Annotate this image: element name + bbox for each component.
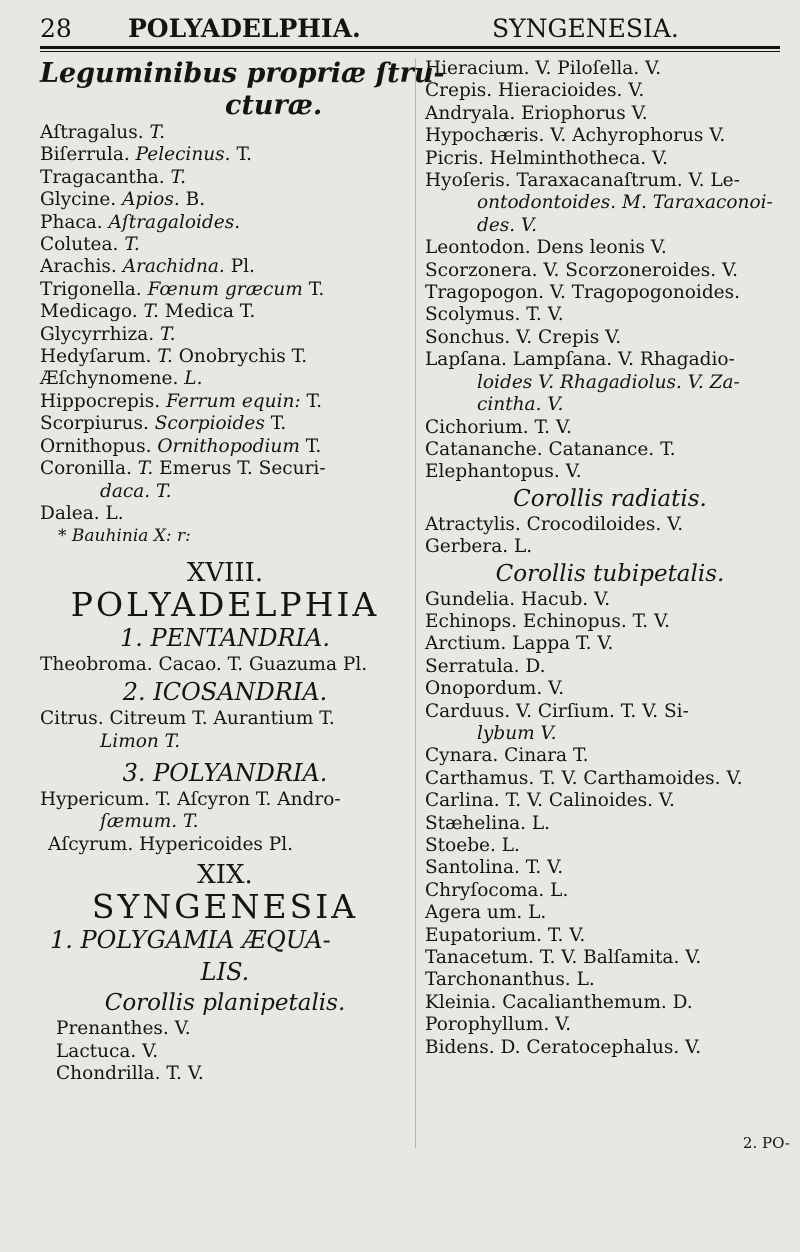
genus-entry: Chondrilla. T. V. bbox=[56, 1062, 204, 1084]
genus-name: Glycyrrhiza. bbox=[40, 323, 155, 345]
column-divider bbox=[415, 58, 416, 1148]
genus-entry: Hieracium. V. Piloſella. V. bbox=[425, 58, 662, 79]
genus-entry bbox=[40, 413, 410, 435]
genus-list bbox=[40, 122, 410, 481]
genus-list bbox=[425, 417, 795, 484]
genus-list bbox=[425, 58, 795, 192]
genus-name: Glycine. bbox=[40, 189, 117, 211]
genus-entry: Cichorium. T. V. bbox=[425, 416, 572, 438]
genus-name: Biſerrula. bbox=[40, 144, 130, 166]
synonym: Aſtragaloides. bbox=[108, 211, 241, 233]
authority: Medica T. bbox=[164, 301, 256, 323]
authority: B. bbox=[185, 189, 206, 211]
synonym: Arachidna. bbox=[122, 256, 225, 278]
genus-entry-cont: ontodontoides. M. Taraxaconoi- bbox=[477, 192, 773, 214]
header-rule-thin bbox=[40, 51, 780, 52]
header-rule bbox=[40, 46, 780, 49]
synonym: Scorpioides bbox=[154, 413, 265, 435]
genus-entry: Agera um. L. bbox=[425, 902, 547, 924]
genus-name: Hippocrepis. bbox=[40, 390, 161, 412]
genus-name: Colutea. bbox=[40, 234, 119, 256]
genus-entry: Tragopogon. V. Tragopogonoides. bbox=[425, 282, 741, 304]
genus-entry: Hyoſeris. Taraxacanaſtrum. V. Le- bbox=[425, 170, 740, 192]
order-heading bbox=[40, 757, 410, 789]
genus-name: Phaca. bbox=[40, 211, 103, 233]
genus-entry bbox=[40, 279, 410, 301]
genus-entry: Hypericum. T. Aſcyron T. Andro- bbox=[40, 788, 341, 810]
genus-entry: Andryala. Eriophorus V. bbox=[425, 102, 648, 124]
order-heading-cont bbox=[40, 956, 410, 988]
synonym: T. bbox=[170, 166, 187, 188]
genus-entry: Scorzonera. V. Scorzoneroides. V. bbox=[425, 259, 739, 281]
genus-entry: Tanacetum. T. V. Balſamita. V. bbox=[425, 947, 702, 969]
genus-entry bbox=[40, 144, 410, 166]
genus-entry: Carthamus. T. V. Carthamoides. V. bbox=[425, 767, 743, 789]
right-column bbox=[425, 58, 795, 1059]
genus-entry: Scolymus. T. V. bbox=[425, 304, 564, 326]
genus-entry bbox=[40, 324, 410, 346]
synonym: T. bbox=[157, 346, 173, 368]
genus-entry: Stæhelina. L. bbox=[425, 812, 551, 834]
genus-name: Scorpiurus. bbox=[40, 413, 149, 435]
genus-entry bbox=[40, 189, 410, 211]
section-heading: Leguminibus propriæ ſtru- bbox=[40, 58, 445, 89]
genus-name: Arachis. bbox=[40, 256, 117, 278]
genus-entry: Leontodon. Dens leonis V. bbox=[425, 237, 667, 259]
genus-entry: Hypochæris. V. Achyrophorus V. bbox=[425, 125, 726, 147]
synonym: T. bbox=[149, 122, 165, 143]
genus-entry bbox=[40, 212, 410, 234]
class-name: POLYADELPHIA bbox=[70, 584, 380, 624]
order-title: 3. POLYANDRIA. bbox=[122, 758, 328, 787]
running-head-right: SYNGENESIA. bbox=[492, 14, 679, 43]
order-heading bbox=[40, 676, 410, 708]
genus-entry bbox=[40, 368, 410, 390]
genus-entry: Echinops. Echinopus. T. V. bbox=[425, 610, 670, 632]
genus-entry: Chryſocoma. L. bbox=[425, 879, 569, 901]
genus-entry: Stoebe. L. bbox=[425, 835, 520, 856]
genus-entry: Prenanthes. V. bbox=[56, 1018, 191, 1040]
genus-entry: Gundelia. Hacub. V. bbox=[425, 588, 611, 610]
genus-name: Hedyſarum. bbox=[40, 346, 152, 368]
section-heading-cont: cturæ. bbox=[225, 90, 323, 121]
authority: T. bbox=[308, 278, 325, 300]
subsection-heading: Corollis planipetalis. bbox=[104, 990, 346, 1017]
genus-entry bbox=[40, 122, 410, 144]
genus-name: Aſtragalus. bbox=[40, 122, 144, 143]
order-heading bbox=[40, 924, 410, 956]
class-number: XVIII. bbox=[186, 557, 264, 588]
running-head-left: POLYADELPHIA. bbox=[128, 14, 361, 43]
page-number: 28 bbox=[40, 14, 72, 43]
left-column bbox=[40, 58, 445, 1085]
genus-list bbox=[425, 237, 795, 371]
authority: Emerus T. Securi- bbox=[159, 458, 326, 480]
genus-entry-cont: loides V. Rhagadiolus. V. Za- bbox=[477, 371, 740, 393]
genus-entry bbox=[40, 301, 410, 323]
genus-name: Medicago. bbox=[40, 301, 138, 323]
genus-entry: Atractylis. Crocodiloides. V. bbox=[425, 513, 684, 535]
synonym: Ornithopodium bbox=[157, 435, 300, 457]
order-title: 1. PENTANDRIA. bbox=[120, 623, 330, 652]
class-name: SYNGENESIA bbox=[91, 887, 359, 927]
genus-entry-cont: ſæmum. T. bbox=[100, 811, 199, 833]
authority: T. bbox=[305, 435, 322, 457]
subsection-heading: Corollis tubipetalis. bbox=[495, 560, 725, 587]
authority: Pl. bbox=[230, 256, 255, 278]
synonym: T. bbox=[137, 458, 154, 480]
genus-entry: Santolina. T. V. bbox=[425, 857, 564, 879]
authority: Onobrychis T. bbox=[178, 346, 308, 368]
genus-entry: Lactuca. V. bbox=[56, 1040, 159, 1062]
genus-entry bbox=[40, 256, 410, 278]
genus-name: Coronilla. bbox=[40, 458, 132, 480]
order-heading bbox=[40, 622, 410, 654]
genus-entry bbox=[40, 167, 410, 189]
genus-entry bbox=[40, 234, 410, 256]
authority: T. bbox=[270, 413, 287, 435]
genus-entry bbox=[40, 391, 410, 413]
authority: T. bbox=[306, 390, 323, 412]
genus-entry: Carlina. T. V. Calinoides. V. bbox=[425, 790, 675, 812]
genus-entry bbox=[40, 436, 410, 458]
synonym: T. bbox=[143, 301, 159, 323]
genus-entry-cont: lybum V. bbox=[477, 722, 557, 744]
genus-entry: Picris. Helminthotheca. V. bbox=[425, 147, 669, 169]
genus-entry: Cynara. Cinara T. bbox=[425, 745, 589, 767]
genus-list bbox=[425, 589, 795, 723]
genus-entry: Onopordum. V. bbox=[425, 678, 565, 700]
genus-entry: Sonchus. V. Crepis V. bbox=[425, 326, 622, 348]
genus-entry: Arctium. Lappa T. V. bbox=[425, 633, 614, 655]
synonym: T. bbox=[124, 234, 140, 256]
genus-list bbox=[425, 745, 795, 1059]
genus-entry: Elephantopus. V. bbox=[425, 461, 582, 483]
genus-entry: Serratula. D. bbox=[425, 655, 546, 677]
genus-entry: Bidens. D. Ceratocephalus. V. bbox=[425, 1036, 702, 1058]
genus-entry: Citrus. Citreum T. Aurantium T. bbox=[40, 708, 335, 730]
synonym: Apios. bbox=[122, 189, 180, 211]
genus-entry: Lapſana. Lampſana. V. Rhagadio- bbox=[425, 349, 735, 371]
authority: T. bbox=[236, 144, 252, 166]
genus-entry: Eupatorium. T. V. bbox=[425, 924, 586, 946]
genus-entry: Carduus. V. Cirſium. T. V. Si- bbox=[425, 700, 689, 722]
genus-name: Trigonella. bbox=[40, 278, 142, 300]
synonym: Ferrum equin: bbox=[166, 390, 301, 412]
genus-name: Ornithopus. bbox=[40, 435, 152, 457]
genus-list bbox=[425, 514, 795, 559]
genus-entry bbox=[40, 458, 410, 480]
synonym: Pelecinus. bbox=[135, 144, 231, 166]
synonym: Fœnum græcum bbox=[147, 278, 303, 300]
genus-entry: Dalea. L. bbox=[40, 502, 124, 524]
genus-entry: Kleinia. Cacalianthemum. D. bbox=[425, 991, 693, 1013]
order-title: 1. POLYGAMIA ÆQUA- bbox=[50, 926, 331, 955]
synonym: L. bbox=[184, 368, 203, 390]
genus-entry: Gerbera. L. bbox=[425, 536, 533, 558]
class-number: XIX. bbox=[197, 860, 253, 891]
subsection-heading: Corollis radiatis. bbox=[513, 485, 707, 512]
genus-entry: Theobroma. Cacao. T. Guazuma Pl. bbox=[40, 653, 368, 675]
footnote-entry: * Bauhinia X: r: bbox=[58, 526, 191, 547]
genus-entry: Porophyllum. V. bbox=[425, 1014, 572, 1036]
genus-entry-cont: des. V. bbox=[477, 214, 538, 236]
catchword: 2. PO- bbox=[742, 1134, 790, 1152]
genus-entry: Crepis. Hieracioides. V. bbox=[425, 80, 645, 102]
genus-list bbox=[40, 1018, 410, 1085]
genus-name: Æſchynomene. bbox=[40, 368, 179, 390]
synonym: T. bbox=[160, 323, 176, 345]
order-title: 2. ICOSANDRIA. bbox=[122, 678, 328, 707]
genus-entry-cont: cintha. V. bbox=[477, 394, 564, 416]
genus-entry: Catananche. Catanance. T. bbox=[425, 438, 676, 460]
genus-entry bbox=[40, 346, 410, 368]
genus-entry: Aſcyrum. Hypericoides Pl. bbox=[48, 833, 294, 855]
order-title-cont: LIS. bbox=[200, 958, 250, 987]
genus-entry: Tarchonanthus. L. bbox=[425, 969, 595, 991]
genus-entry-cont: daca. T. bbox=[100, 480, 172, 502]
genus-entry-cont: Limon T. bbox=[100, 730, 181, 752]
genus-name: Tragacantha. bbox=[40, 166, 165, 188]
